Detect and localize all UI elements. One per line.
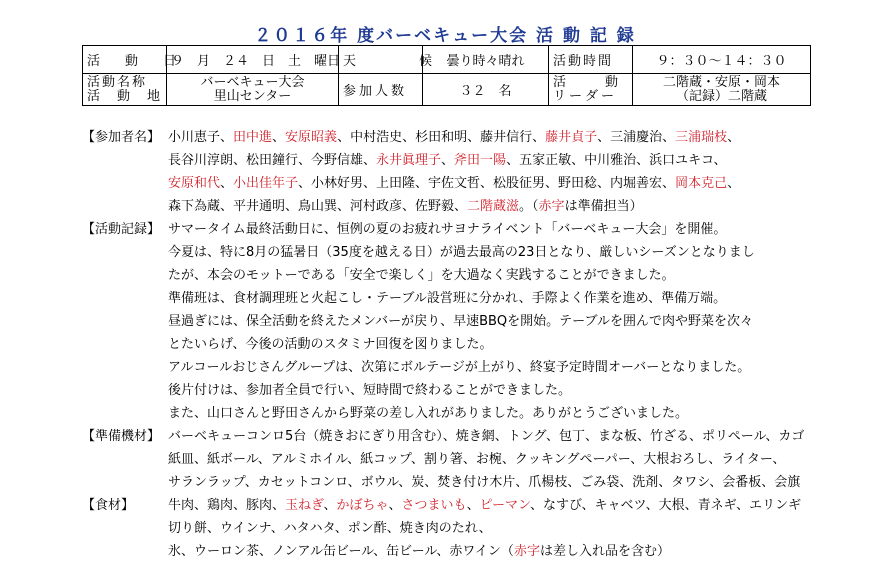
activity-record-line (82, 241, 810, 264)
equipment-line (82, 425, 810, 448)
text-segment: 、 (220, 176, 234, 191)
text-segment: 、三浦慶治、 (597, 130, 676, 145)
name-place-value (167, 74, 339, 106)
activity-record-section (82, 218, 810, 425)
activity-place-value: 里山センター (213, 88, 292, 104)
highlighted-name: かぼちゃ (336, 498, 389, 513)
highlighted-name: 玉ねぎ (285, 498, 324, 513)
food-label: 【食材】 (82, 498, 135, 513)
activity-record-line (82, 264, 810, 287)
participants-line (82, 195, 810, 218)
activity-name-value: バーベキュー大会 (200, 74, 305, 90)
food-text (168, 517, 810, 540)
participant-count-label: 参加人数 (339, 74, 423, 106)
equipment-label (82, 448, 168, 471)
text-segment: 長谷川淳朗、松田鐘行、今野信雄、 (168, 153, 377, 168)
participant-count-value: ３２ 名 (423, 74, 549, 106)
text-segment: 、なすび、キャベツ、大根、青ネギ、エリンギ (530, 498, 802, 513)
record-body (82, 126, 810, 563)
highlighted-name: 二階蔵滋 (467, 199, 520, 214)
highlighted-name: 岡本克己 (675, 176, 728, 191)
food-label (82, 517, 168, 540)
activity-record-label (82, 241, 168, 264)
equipment-text: サランラップ、カセットコンロ、ボウル、炭、焚き付け木片、爪楊枝、ごみ袋、洗剤、タワシ、会番板、会旗 (168, 475, 801, 490)
activity-record-label (82, 402, 168, 425)
food-section (82, 494, 810, 563)
equipment-section (82, 425, 810, 494)
activity-record-line (82, 310, 810, 333)
equipment-text: 紙皿、紙ボール、アルミホイル、紙コップ、割り箸、お椀、クッキングペーパー、大根おろし、ライター、 (168, 452, 786, 467)
food-label (82, 540, 168, 563)
equipment-label: 【準備機材】 (82, 429, 161, 444)
equipment-text: バーベキューコンロ5台（焼きおにぎり用含む）、焼き網、トング、包丁、まな板、竹ざる、ポリペール、カゴ (168, 429, 805, 444)
date-label: 活 動 日 (83, 46, 167, 74)
time-value: ９：３０～１４：３０ (633, 46, 811, 74)
activity-record-line (82, 356, 810, 379)
leader-label-line2: リーダー (553, 88, 618, 104)
activity-record-text: また、山口さんと野田さんから野菜の差し入れがありました。ありがとうございました。 (168, 406, 689, 421)
text-segment: 氷、ウーロン茶、ノンアル缶ビール、缶ビール、赤ワイン（ (168, 544, 514, 559)
activity-record-text: アルコールおじさんグループは、次第にボルテージが上がり、終宴予定時間オーバーとなりました。 (168, 360, 751, 375)
participants-text (168, 126, 810, 149)
activity-name-label: 活動名称 (87, 74, 148, 90)
text-segment: 、 (441, 153, 455, 168)
participants-text (168, 195, 810, 218)
text-segment: は差し入れ品を含む） (539, 544, 670, 559)
highlighted-name: 安原和代 (168, 176, 221, 191)
weather-value: 曇り時々晴れ (423, 46, 549, 74)
text-segment: は準備担当） (564, 199, 643, 214)
name-place-label (83, 74, 167, 106)
equipment-label (82, 471, 168, 494)
page-title: ２０１６年 度バーベキュー大会 活 動 記 録 (254, 26, 636, 46)
activity-record-label: 【活動記録】 (82, 222, 161, 237)
participants-text (168, 172, 810, 195)
activity-record-label (82, 333, 168, 356)
activity-record-text: サマータイム最終活動日に、恒例の夏のお疲れサヨナライベント「バーベキュー大会」を開催。 (168, 222, 727, 237)
food-text (168, 494, 810, 517)
leader-value (633, 74, 811, 106)
activity-record-line (82, 218, 810, 241)
activity-record-text: たが、本会のモットーである「安全で楽しく」を大過なく実践することができました。 (168, 268, 675, 283)
highlighted-name: さつまいも (401, 498, 467, 513)
leader-label-line1: 活 動 (553, 74, 619, 90)
participants-label (82, 172, 168, 195)
activity-record-line (82, 379, 810, 402)
participants-text (168, 149, 810, 172)
participants-label (82, 195, 168, 218)
text-segment: 、小林好男、上田隆、宇佐文哲、松股征男、野田稔、内堀善宏、 (298, 176, 676, 191)
text-segment: 牛肉、鶏肉、豚肉、 (168, 498, 286, 513)
text-segment: 、 (727, 176, 741, 191)
activity-record-label (82, 310, 168, 333)
leader-value-line1: 二階蔵・安原・岡本 (662, 74, 780, 90)
highlighted-name: 藤井貞子 (545, 130, 598, 145)
text-segment: 、 (388, 498, 402, 513)
activity-record-label (82, 264, 168, 287)
text-segment: 小川恵子、 (168, 130, 234, 145)
text-segment: 、 (466, 498, 480, 513)
text-segment: 切り餅、ウインナ、ハタハタ、ポン酢、焼き肉のたれ、 (168, 521, 492, 536)
equipment-line (82, 448, 810, 471)
text-segment: 、 (727, 130, 741, 145)
activity-record-line (82, 402, 810, 425)
activity-info-table (82, 45, 811, 106)
food-line (82, 517, 810, 540)
activity-record-text: 後片付けは、参加者全員で行い、短時間で終わることができました。 (168, 383, 572, 398)
participants-section (82, 126, 810, 218)
highlighted-name: 田中進 (233, 130, 273, 145)
text-segment: 。（ (519, 199, 539, 214)
highlighted-name: 永井眞理子 (376, 153, 442, 168)
leader-label (549, 74, 633, 106)
text-segment: 、 (323, 498, 337, 513)
text-segment: 森下為蔵、平井通明、鳥山巽、河村政彦、佐野毅、 (168, 199, 468, 214)
text-segment: 、五家正敏、中川雅治、浜口ユキコ、 (506, 153, 727, 168)
food-line (82, 494, 810, 517)
text-segment: 、 (272, 130, 286, 145)
participants-label (82, 149, 168, 172)
activity-record-label (82, 379, 168, 402)
participants-line (82, 126, 810, 149)
food-line (82, 540, 810, 563)
highlighted-name: ピーマン (479, 498, 531, 513)
highlighted-name: 赤字 (513, 544, 540, 559)
activity-record-text: とたいらげ、今後の活動のスタミナ回復を図りました。 (168, 337, 493, 352)
participants-line (82, 172, 810, 195)
highlighted-name: 三浦瑞枝 (675, 130, 728, 145)
highlighted-name: 小出佳年子 (233, 176, 299, 191)
participants-label: 【参加者名】 (82, 130, 161, 145)
activity-record-text: 昼過ぎには、保全活動を終えたメンバーが戻り、早速BBQを開始。テーブルを囲んで肉や野菜を次々 (168, 314, 753, 329)
participants-line (82, 149, 810, 172)
highlighted-name: 赤字 (538, 199, 565, 214)
highlighted-name: 安原昭義 (285, 130, 338, 145)
activity-record-text: 準備班は、食材調理班と火起こし・テーブル設営班に分かれ、手際よく作業を進め、準備万端。 (168, 291, 727, 306)
highlighted-name: 斧田一陽 (454, 153, 507, 168)
date-value: ９ 月 ２４ 日 土 曜日 (167, 46, 339, 74)
activity-record-line (82, 333, 810, 356)
activity-record-label (82, 356, 168, 379)
leader-value-line2: （記録）二階蔵 (675, 88, 767, 104)
activity-record-label (82, 287, 168, 310)
activity-record-text: 今夏は、特に8月の猛暑日（35度を越える日）が過去最高の23日となり、厳しいシーズンとなりまし (168, 245, 755, 260)
time-label: 活動時間 (549, 46, 633, 74)
activity-record-line (82, 287, 810, 310)
weather-label: 天 候 (339, 46, 423, 74)
equipment-line (82, 471, 810, 494)
activity-place-label: 活 動 地 (87, 88, 163, 104)
food-text (168, 540, 810, 563)
text-segment: 、中村浩史、杉田和明、藤井信行、 (337, 130, 546, 145)
